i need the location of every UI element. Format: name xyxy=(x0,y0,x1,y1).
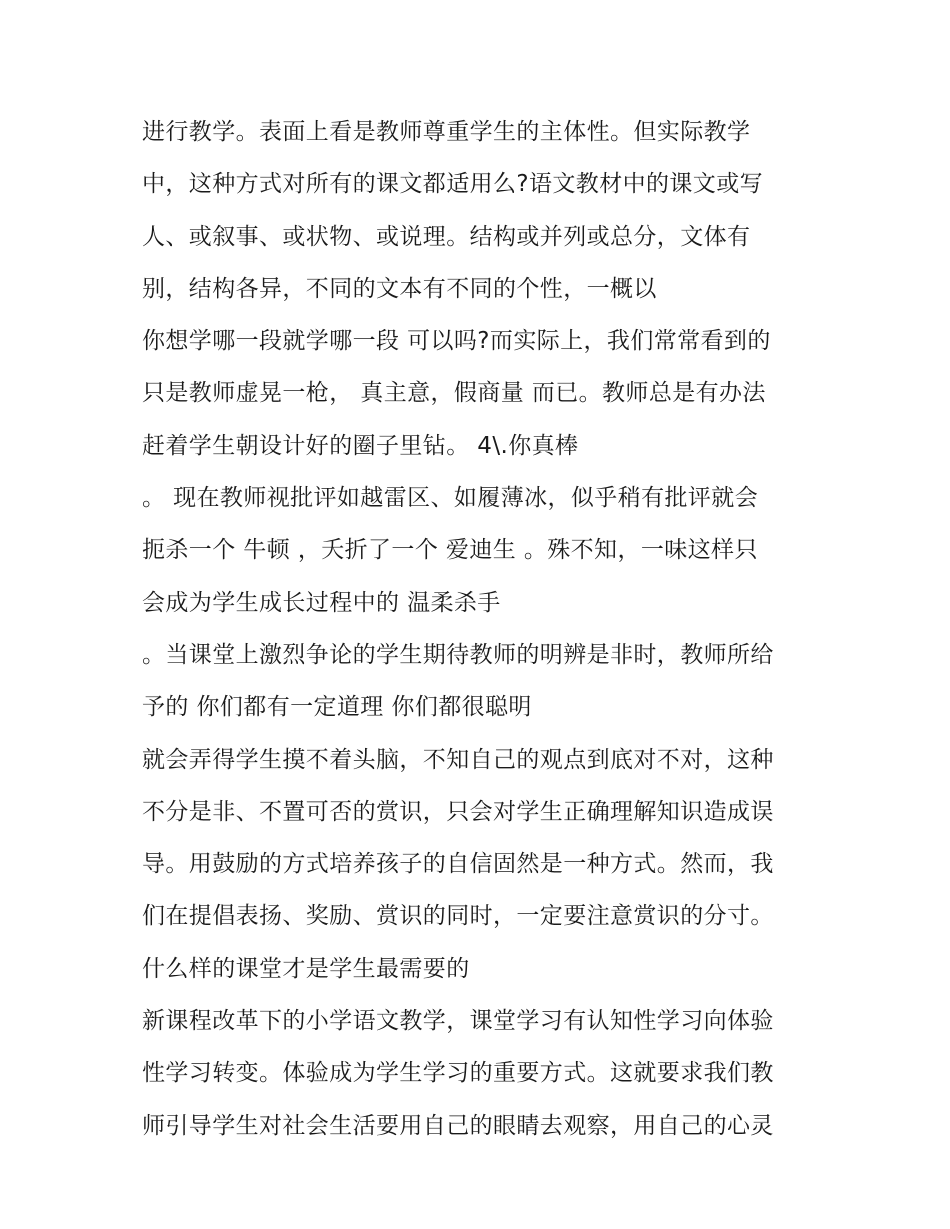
text-line: 中，这种方式对所有的课文都适用么?语文教材中的课文或写 xyxy=(142,171,764,198)
text-line: 。当课堂上激烈争论的学生期待教师的明辨是非时，教师所给 xyxy=(142,641,774,668)
text-line: 扼杀一个 牛顿 ，夭折了一个 爱迪生 。殊不知，一味这样只 xyxy=(142,537,758,564)
text-line: 师引导学生对社会生活要用自己的眼睛去观察，用自己的心灵 xyxy=(142,1112,774,1139)
text-line: 人、或叙事、或状物、或说理。结构或并列或总分，文体有 xyxy=(142,223,751,250)
text-line: 导。用鼓励的方式培养孩子的自信固然是一种方式。然而，我 xyxy=(142,851,774,878)
text-line: 进行教学。表面上看是教师尊重学生的主体性。但实际教学 xyxy=(142,119,751,145)
text-line: 不分是非、不置可否的赏识，只会对学生正确理解知识造成误 xyxy=(142,798,774,825)
text-line: 予的 你们都有一定道理 你们都很聪明 xyxy=(142,694,532,721)
text-line: 赶着学生朝设计好的圈子里钻。 4\.你真棒 xyxy=(142,432,579,459)
text-line: 别，结构各异，不同的文本有不同的个性，一概以 xyxy=(142,275,657,302)
text-line: 。 现在教师视批评如越雷区、如履薄冰，似乎稍有批评就会 xyxy=(142,485,759,512)
section-heading: 什么样的课堂才是学生最需要的 xyxy=(142,955,470,982)
text-line: 只是教师虚晃一枪， 真主意，假商量 而已。教师总是有办法 xyxy=(142,380,766,407)
text-line: 会成为学生成长过程中的 温柔杀手 xyxy=(142,589,501,616)
text-line: 你想学哪一段就学哪一段 可以吗?而实际上，我们常常看到的 xyxy=(142,328,771,355)
document-body xyxy=(142,106,822,1152)
text-line: 性学习转变。体验成为学生学习的重要方式。这就要求我们教 xyxy=(142,1060,774,1087)
text-line: 们在提倡表扬、奖励、赏识的同时，一定要注意赏识的分寸。 xyxy=(142,903,774,930)
text-line: 就会弄得学生摸不着头脑，不知自己的观点到底对不对，这种 xyxy=(142,746,774,773)
text-line: 新课程改革下的小学语文教学，课堂学习有认知性学习向体验 xyxy=(142,1008,774,1035)
